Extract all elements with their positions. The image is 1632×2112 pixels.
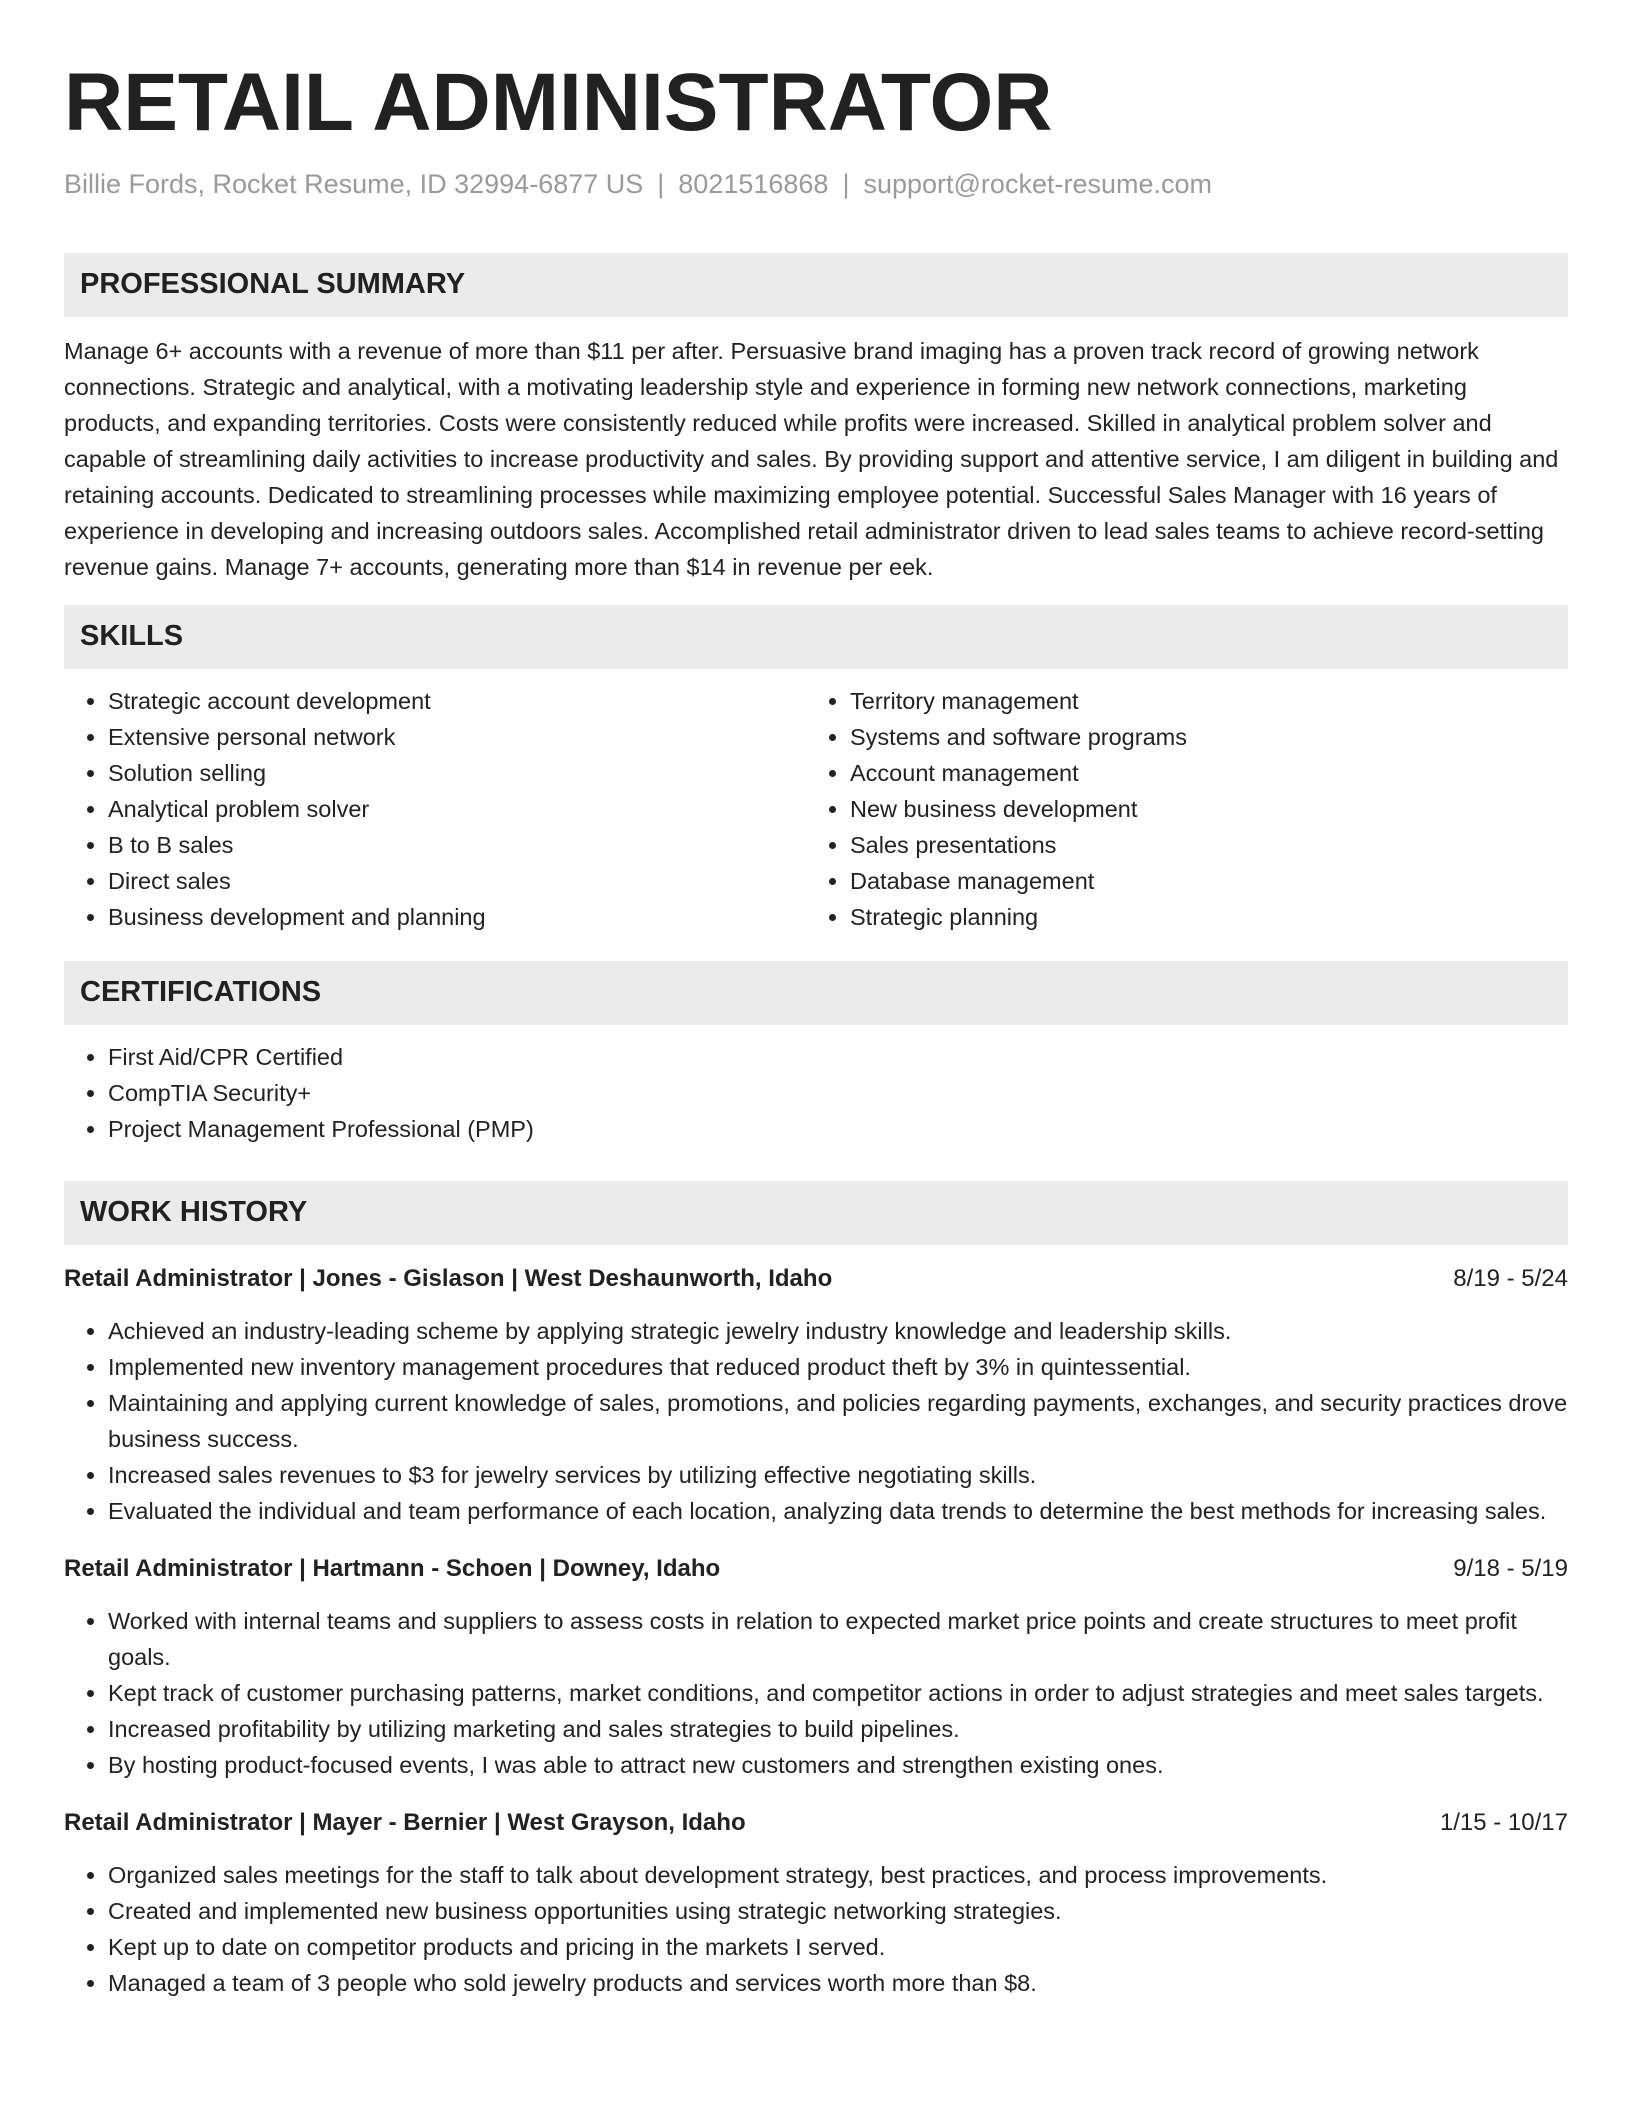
job-heading: Retail Administrator | Mayer - Bernier | West Grayson, Idaho bbox=[64, 1808, 746, 1836]
certifications-section-header bbox=[64, 961, 1568, 1025]
job-entry bbox=[64, 1551, 1568, 1783]
job-dates: 8/19 - 5/24 bbox=[1453, 1264, 1568, 1292]
certifications-section-title: CERTIFICATIONS bbox=[80, 976, 322, 1009]
job-bullet: • Evaluated the individual and team performance of each location, analyzing data trends to determine the best methods for increasing sales. bbox=[108, 1493, 1568, 1529]
certification-item: • CompTIA Security+ bbox=[108, 1075, 1568, 1111]
contact-separator: | bbox=[842, 169, 850, 200]
skills-list-right bbox=[806, 683, 1548, 935]
job-header bbox=[64, 1805, 1568, 1841]
work-section-header bbox=[64, 1181, 1568, 1245]
skill-item: • Account management bbox=[850, 755, 1548, 791]
job-bullets bbox=[64, 1603, 1568, 1783]
skills-list-left bbox=[64, 683, 806, 935]
skill-item: • Strategic account development bbox=[108, 683, 806, 719]
skill-item: • Analytical problem solver bbox=[108, 791, 806, 827]
job-bullet: • Organized sales meetings for the staff to talk about development strategy, best practices, and process improvements. bbox=[108, 1857, 1568, 1893]
job-bullet: • Increased profitability by utilizing marketing and sales strategies to build pipelines. bbox=[108, 1711, 1568, 1747]
contact-line bbox=[64, 168, 1568, 200]
resume-page bbox=[64, 0, 1568, 2001]
job-bullets bbox=[64, 1313, 1568, 1529]
skill-item: • Business development and planning bbox=[108, 899, 806, 935]
job-bullet: • Worked with internal teams and suppliers to assess costs in relation to expected market price points and create structures to meet profit goals. bbox=[108, 1603, 1568, 1675]
job-entry bbox=[64, 1261, 1568, 1529]
summary-paragraph: Manage 6+ accounts with a revenue of more than $11 per after. Persuasive brand imaging has a proven track record of growing network connections. Strategic and analytical, with a motivating leadership style and experience in forming new network connections, marketing products, and expanding territories. Costs were consistently reduced while profits were increased. Skilled in analytical problem solver and capable of streamlining daily activities to increase productivity and sales. By providing support and attentive service, I am diligent in building and retaining accounts. Dedicated to streamlining processes while maximizing employee potential. Successful Sales Manager with 16 years of experience in developing and increasing outdoors sales. Accomplished retail administrator driven to lead sales teams to achieve record-setting revenue gains. Manage 7+ accounts, generating more than $14 in revenue per eek. bbox=[64, 337, 1559, 580]
skill-item: • Extensive personal network bbox=[108, 719, 806, 755]
job-bullet: • Achieved an industry-leading scheme by applying strategic jewelry industry knowledge and leadership skills. bbox=[108, 1313, 1568, 1349]
skill-item: • Sales presentations bbox=[850, 827, 1548, 863]
job-bullet: • Implemented new inventory management procedures that reduced product theft by 3% in quintessential. bbox=[108, 1349, 1568, 1385]
job-heading: Retail Administrator | Jones - Gislason | West Deshaunworth, Idaho bbox=[64, 1264, 833, 1292]
skill-item: • Systems and software programs bbox=[850, 719, 1548, 755]
skills-section-title: SKILLS bbox=[80, 620, 184, 653]
job-header bbox=[64, 1261, 1568, 1297]
skill-item: • Territory management bbox=[850, 683, 1548, 719]
job-bullet: • Kept up to date on competitor products and pricing in the markets I served. bbox=[108, 1929, 1568, 1965]
skills-grid bbox=[64, 683, 1568, 935]
job-dates: 9/18 - 5/19 bbox=[1453, 1554, 1568, 1582]
certifications-list bbox=[64, 1039, 1568, 1147]
job-bullet: • Managed a team of 3 people who sold jewelry products and services worth more than $8. bbox=[108, 1965, 1568, 2001]
job-bullet: • Maintaining and applying current knowledge of sales, promotions, and policies regarding payments, exchanges, and security practices drove business success. bbox=[108, 1385, 1568, 1457]
job-bullets bbox=[64, 1857, 1568, 2001]
contact-separator: | bbox=[657, 169, 665, 200]
skill-item: • Solution selling bbox=[108, 755, 806, 791]
job-heading: Retail Administrator | Hartmann - Schoen | Downey, Idaho bbox=[64, 1554, 721, 1582]
summary-section-header bbox=[64, 253, 1568, 317]
work-section-title: WORK HISTORY bbox=[80, 1196, 308, 1229]
certification-item: • First Aid/CPR Certified bbox=[108, 1039, 1568, 1075]
job-bullet: • Created and implemented new business opportunities using strategic networking strategies. bbox=[108, 1893, 1568, 1929]
certification-item: • Project Management Professional (PMP) bbox=[108, 1111, 1568, 1147]
skills-section-header bbox=[64, 605, 1568, 669]
contact-address: Billie Fords, Rocket Resume, ID 32994-6877 US bbox=[64, 169, 644, 200]
skills-column-right bbox=[806, 683, 1548, 935]
job-entry bbox=[64, 1805, 1568, 2001]
job-bullet: • Increased sales revenues to $3 for jewelry services by utilizing effective negotiating skills. bbox=[108, 1457, 1568, 1493]
skills-column-left bbox=[64, 683, 806, 935]
contact-email: support@rocket-resume.com bbox=[863, 169, 1212, 200]
job-dates: 1/15 - 10/17 bbox=[1439, 1808, 1568, 1836]
skill-item: • New business development bbox=[850, 791, 1548, 827]
skill-item: • Strategic planning bbox=[850, 899, 1548, 935]
skill-item: • B to B sales bbox=[108, 827, 806, 863]
job-bullet: • Kept track of customer purchasing patterns, market conditions, and competitor actions in order to adjust strategies and meet sales targets. bbox=[108, 1675, 1568, 1711]
skill-item: • Direct sales bbox=[108, 863, 806, 899]
resume-name: RETAIL ADMINISTRATOR bbox=[64, 57, 1053, 148]
summary-section-title: PROFESSIONAL SUMMARY bbox=[80, 268, 466, 301]
job-bullet: • By hosting product-focused events, I was able to attract new customers and strengthen existing ones. bbox=[108, 1747, 1568, 1783]
contact-phone: 8021516868 bbox=[678, 169, 829, 200]
skill-item: • Database management bbox=[850, 863, 1548, 899]
job-header bbox=[64, 1551, 1568, 1587]
